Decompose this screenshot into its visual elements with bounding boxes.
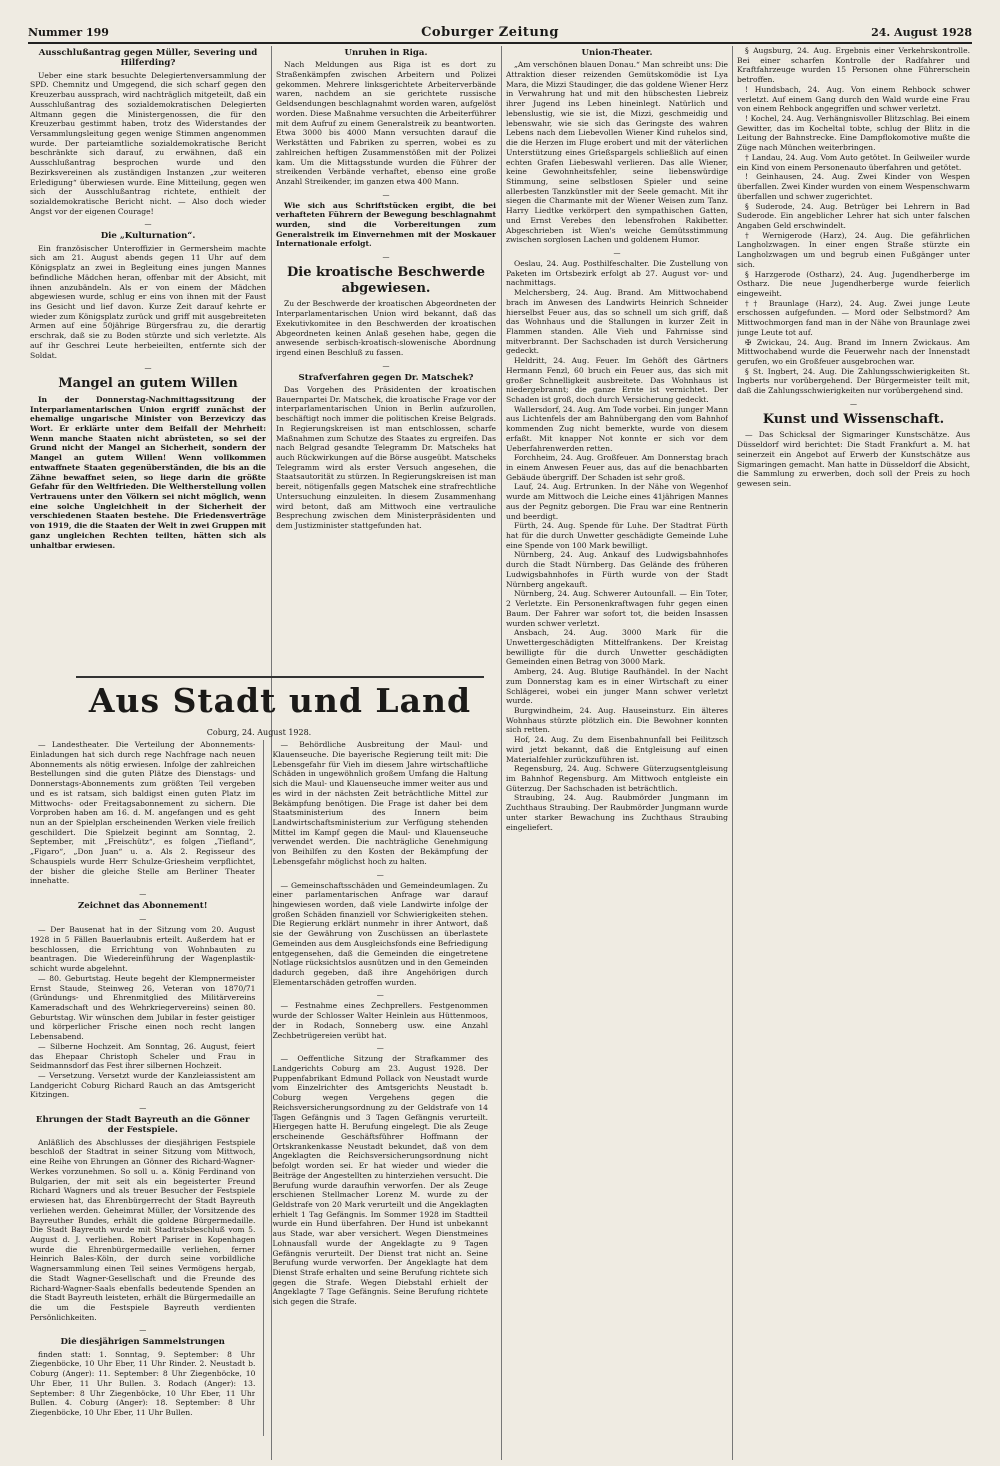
article-headline: Union-Theater. <box>581 48 653 58</box>
article <box>276 373 496 531</box>
article-paragraph: Fürth, 24. Aug. Spende für Luhe. Der Stadtrat Fürth hat für die durch Unwetter geschädigte Gemeinde Luhe eine Spende von 100 Mark bewilligt. <box>506 521 728 550</box>
article-paragraph: § Suderode, 24. Aug. Betrüger bei Lehrern in Bad Suderode. Ein angeblicher Lehrer hat sich unter falschen Angaben Geld erschwindelt. <box>737 201 970 230</box>
article-paragraph: Forchheim, 24. Aug. Großfeuer. Am Donnerstag brach in einem Anwesen Feuer aus, das auf die benachbarten Gebäude übergriff. Der Schaden ist sehr groß. <box>506 453 728 482</box>
article-paragraph: Ein französischer Unteroffizier in Germersheim machte sich am 21. August abends gegen 11 Uhr auf dem Königsplatz an zwei in Begleitung eines jungen Mannes befindliche Mädchen heran, offenbar mit der Absicht, mit ihnen anzubändeln. Als er von einem der Mädchen abgewiesen wurde, schlug er eins von ihnen mit der Faust ins Gesicht und lief davon. Kurze Zeit darauf kehrte er wieder zum Königsplatz zurück und griff mit ausgebreiteten Armen auf eine 50jährige Bürgersfrau zu, die derartig erschrak, daß sie zu Boden stürzte und sich verletzte. Als auf ihr Geschrei Leute herbeieilten, entfernte sich der Soldat. <box>30 243 266 360</box>
article-headline: Mangel an gutem Willen <box>58 376 238 392</box>
article-separator: — <box>376 870 384 879</box>
article <box>506 48 728 245</box>
article-paragraph: Ansbach, 24. Aug. 3000 Mark für die Unwettergeschädigten Mittelfrankens. Der Kreistag bewilligte für die durch Unwetter geschädigten Gemeinden einen Betrag von 3000 Mark. <box>506 628 728 667</box>
article-separator: — <box>382 190 390 199</box>
article <box>506 259 728 832</box>
article-paragraph: Burgwindheim, 24. Aug. Hauseinsturz. Ein älteres Wohnhaus stürzte plötzlich ein. Die Bewohner konnten sich retten. <box>506 705 728 735</box>
article <box>30 1337 255 1417</box>
article <box>30 925 255 1100</box>
article-paragraph: Nach Meldungen aus Riga ist es dort zu Straßenkämpfen zwischen Arbeitern und Polizei gekommen. Mehrere linksgerichtete Arbeiterverbände waren, nachdem an sie gerichtete russische Geldsendungen beschlagnahmt worden waren, aufgelöst worden. Diese Maßnahme versuchten die Arbeiterführer mit dem Aufruf zu einem Generalstreik zu beantworten. Etwa 3000 bis 4000 Mann versuchten darauf die Werkstätten und Fabriken zu sperren, wobei es zu zahlreichen heftigen Zusammenstößen mit der Polizei kam. Um die Mittagsstunde wurden die Führer der streikenden Verbände verhaftet, ebenso eine große Anzahl Streikender, im ganzen etwa 400 Mann. <box>276 60 496 186</box>
article-paragraph: finden statt: 1. Sonntag, 9. September: 8 Uhr Ziegenböcke, 10 Uhr Eber, 11 Uhr Rinder. 2. Neustadt b. Coburg (Anger): 11. September: 8 Uhr Ziegenböcke, 10 Uhr Eber, 11 Uhr Bullen. 3. Rodach (Anger): 13. September: 8 Uhr Ziegenböcke, 10 Uhr Eber, 11 Uhr Bullen. 4. Coburg (Anger): 18. September: 8 Uhr Ziegenböcke, 10 Uhr Eber, 11 Uhr Bullen. <box>30 1349 256 1417</box>
article <box>276 265 496 358</box>
article-paragraph: Hof, 24. Aug. Zu dem Eisenbahnunfall bei Feilitzsch wird jetzt bekannt, daß die Entgleisung auf einen Materialfehler zurückzuführen ist. <box>506 735 728 764</box>
article-separator: — <box>376 1044 384 1053</box>
article-headline: Ausschlußantrag gegen Müller, Severing und Hilferding? <box>38 48 258 69</box>
article-paragraph: Regensburg, 24. Aug. Schwere Güterzugsentgleisung im Bahnhof Regensburg. Am Mittwoch entgleiste ein Güterzug. Der Sachschaden ist beträchtlich. <box>506 764 728 793</box>
article-separator: — <box>850 399 857 408</box>
section-title-aus-stadt-und-land: Aus Stadt und Land <box>76 676 484 722</box>
article-paragraph: Amberg, 24. Aug. Blutige Raufhändel. In der Nacht zum Donnerstag kam es in einer Wirtschaft zu einer Schlägerei, wobei ein junger Mann schwer verletzt wurde. <box>506 667 728 706</box>
article <box>30 231 266 360</box>
article-paragraph: Zu der Beschwerde der kroatischen Abgeordneten der Interparlamentarischen Union wird bekannt, daß das Exekutivkomitee in den Beschwerden der kroatischen Abgeordneten keinen Anlaß gesehen habe, gegen die anwesende serbisch-kroatisch-slowenische Abordnung irgend einen Beschluß zu fassen. <box>276 299 496 357</box>
article-paragraph: Heldritt, 24. Aug. Feuer. Im Gehöft des Gärtners Hermann Fenzl, 60 bruch ein Feuer aus, das sich mit großer Schnelligkeit ausbreitete. Das Wohnhaus ist niedergebrannt; die ganze Ernte ist vernichtet. Der Schaden ist groß, doch durch Versicherung gedeckt. <box>506 356 728 404</box>
article <box>737 412 970 489</box>
local-column-a <box>30 740 255 1436</box>
column-2 <box>276 46 496 666</box>
article-paragraph: Wallersdorf, 24. Aug. Am Tode vorbei. Ein junger Mann aus Lichtenfels der am Bahnübergang den vom Bahnhof kommenden Zug nicht bemerkte, wurde von diesem erfaßt. Mit knapper Not konnte er sich vor dem Ueberfahrenwerden retten. <box>506 404 728 453</box>
column-rule <box>501 46 502 1460</box>
article-separator: — <box>139 1104 147 1113</box>
article-paragraph: ✠ Zwickau, 24. Aug. Brand im Innern Zwickaus. Am Mittwochabend wurde die Feuerwehr nach der Innenstadt gerufen, wo ein Großfeuer ausgebrochen war. <box>737 337 970 366</box>
article <box>272 881 488 988</box>
article <box>30 48 266 216</box>
article-paragraph: § Harzgerode (Ostharz), 24. Aug. Jugendherberge im Ostharz. Die neue Jugendherberge wurde feierlich eingeweiht. <box>737 269 970 298</box>
article-paragraph: — Versetzung. Versetzt wurde der Kanzleiassistent am Landgericht Coburg Richard Rauch an das Amtsgericht Kitzingen. <box>30 1071 256 1100</box>
article-paragraph: Nürnberg, 24. Aug. Ankauf des Ludwigsbahnhofes durch die Stadt Nürnberg. Das Gelände des früheren Ludwigsbahnhofes in Fürth wurde von der Stadt Nürnberg angekauft. <box>506 550 728 589</box>
column-rule <box>732 46 733 1460</box>
article-paragraph: Das Vorgehen des Präsidenten der kroatischen Bauernpartei Dr. Matschek, die kroatische Frage vor der interparlamentarischen Union in Berlin aufzurollen, beschäftigt noch immer die politischen Kreise Belgrads. In Regierungskreisen ist man entschlossen, scharfe Maßnahmen zum Schutze des Staates zu ergreifen. Das nach Belgrad gesandte Telegramm Dr. Matscheks hat auch Rückwirkungen auf die Börse ausgeübt. Matscheks Telegramm wird als erster Versuch angesehen, die Staatsautorität zu stürzen. In Regierungskreisen ist man bereit, nötigenfalls gegen Matschek eine strafrechtliche Untersuchung einzuleiten. In diesem Zusammenhang wird betont, daß am Mittwoch eine vertrauliche Besprechung zwischen dem Ministerpräsidenten und dem Justizminister stattgefunden hat. <box>276 384 496 530</box>
article-paragraph: †† Braunlage (Harz), 24. Aug. Zwei junge Leute erschossen aufgefunden. — Mord oder Selbstmord? Am Mittwochmorgen fand man in der Nähe von Braunlage zwei junge Leute tot auf. <box>737 298 970 337</box>
article-paragraph: § St. Ingbert, 24. Aug. Die Zahlungsschwierigkeiten St. Ingberts nur vorübergehend. Der Bürgermeister teilt mit, daß die Zahlungsschwierigkeiten nur vorübergehend sind. <box>737 366 970 396</box>
article-headline: Die „Kulturnation“. <box>100 231 196 242</box>
article-headline: Kunst und Wissenschaft. <box>762 411 945 427</box>
article-paragraph: Wie sich aus Schriftstücken ergibt, die bei verhafteten Führern der Bewegung beschlagnahmt wurden, sind die Vorbereitungen zum Generalstreik im Einvernehmen mit der Moskauer Internationale erfolgt. <box>276 200 496 249</box>
article-headline: Die kroatische Beschwerde abgewiesen. <box>286 265 485 296</box>
newspaper-name: Coburger Zeitung <box>421 24 559 40</box>
article-paragraph: ! Geinhausen, 24. Aug. Zwei Kinder von Wespen überfallen. Zwei Kinder wurden von einem Wespenschwarm überfallen und schwer zugerichtet. <box>737 172 970 201</box>
column-4 <box>506 46 728 1460</box>
article <box>272 1054 488 1307</box>
article <box>30 1115 255 1322</box>
article-paragraph: — Der Bausenat hat in der Sitzung vom 20. August 1928 in 5 Fällen Bauerlaubnis erteilt. Außerdem hat er beschlossen, die Errichtung von Wohnbauten zu beantragen. Die Wiedereinführung der Wagenplastik- schicht wurde abgelehnt. <box>30 925 256 974</box>
article-headline: Unruhen in Riga. <box>344 48 428 58</box>
article-paragraph: „Am verschönen blauen Donau.“ Man schreibt uns: Die Attraktion dieser reizenden Gemütskomödie ist Lya Mara, die Mizzi Staudinger, die das goldene Wiener Herz in Verwahrung hat und mit den hübschesten Liebreiz ihrer Jugend ins Leben hineinlegt. Natürlich und lebenslustig, wie sie ist, die Mizzi, geschmeidig und lebenswahr, wie sie sich das Geringste des wahren Lebens nach dem Liebevollen Wiener Kind ruhelos sind, die die Herzen im Fluge erobert und mit der väterlichen Unterstützung eines Grießspargels schließlich auf einen echten Grafen Liebeswahl verlieren. Das alle Wiener, keine Gewohnheitsfehler, seine liebenswürdige Stimmung, seine selbstlosen Spieler und seine allerbesten Tanzkünstler mit der Seele gemacht. Mit ihr siegen die Charmante mit der Wiener Weisen zum Tanz. Harry Liedtke verkörpert den sympathischen Gatten, und Ernst Verebes den lebensfrohen Rakibetter. Abgeschrieben ist Wien's weiche Gemütsstimmung zwischen sorglosen Lachen und goldenem Humor. <box>506 60 728 245</box>
article-paragraph: Melchersberg, 24. Aug. Brand. Am Mittwochabend brach im Anwesen des Landwirts Heinrich Schneider hierselbst Feuer aus, das so schnell um sich griff, daß das Wohnhaus und die Stallungen in kurzer Zeit in Flammen standen. Alle Vieh und Fahrnisse sind mitverbrannt. Der Sachschaden ist durch Versicherung gedeckt. <box>506 288 728 356</box>
issue-number: Nummer 199 <box>28 25 109 39</box>
article-paragraph: — Silberne Hochzeit. Am Sonntag, 26. August, feiert das Ehepaar Christoph Scheler und Frau in Seidmannsdorf das Fest ihrer silbernen Hochzeit. <box>30 1041 256 1071</box>
article-paragraph: Oeslau, 24. Aug. Posthilfeschalter. Die Zustellung von Paketen im Ortsbezirk erfolgt ab 27. August vor- und nachmittags. <box>506 258 728 288</box>
article-paragraph: Ueber eine stark besuchte Delegiertenversammlung der SPD. Chemnitz und Umgegend, die sich scharf gegen den Kreuzerbau aussprach, wird nachträglich mitgeteilt, daß ein Ausschlußantrag des sozialdemokratischen Delegierten Altmann gegen die Ministergenossen, die für den Kreuzerbau gestimmt haben, trotz des Widerstandes der Versammlungsleitung gegen wenige Stimmen angenommen wurde. Der parteiamtliche sozialdemokratische Bericht beschränkte sich darauf, zu erwähnen, daß ein Ausschlußantrag besprochen wurde und den Bezirksvereinen als zuständigen Instanzen „zur weiteren Erledigung“ überwiesen wurde. Eine Mitteilung, gegen wen sich der Ausschlußantrag richtete, enthielt der sozialdemokratische Bericht nicht. — Also doch wieder Angst vor der eigenen Courage! <box>30 70 266 216</box>
article-paragraph: Lauf, 24. Aug. Ertrunken. In der Nähe von Wegenhof wurde am Mittwoch die Leiche eines 41jährigen Mannes aus der Pegnitz geborgen. Die Frau war eine Rentnerin und beerdigt. <box>506 482 728 521</box>
article-headline: Zeichnet das Abonnement! <box>77 900 208 911</box>
article-separator: — <box>613 248 621 257</box>
article-separator: — <box>376 991 384 1000</box>
article-paragraph: † Landau, 24. Aug. Vom Auto getötet. In Geilweiler wurde ein Kind von einem Personenauto überfahren und getötet. <box>737 152 970 172</box>
article-separator: — <box>144 220 152 229</box>
article-separator: — <box>139 1326 147 1335</box>
article-paragraph: Straubing, 24. Aug. Raubmörder Jungmann im Zuchthaus Straubing. Der Raubmörder Jungmann wurde unter starker Bewachung ins Zuchthaus Straubing eingeliefert. <box>506 793 728 832</box>
article <box>276 201 496 250</box>
article-headline: Ehrungen der Stadt Bayreuth an die Gönner der Festspiele. <box>35 1115 250 1136</box>
article <box>30 740 255 886</box>
article <box>30 901 255 911</box>
article-paragraph: — Das Schicksal der Sigmaringer Kunstschätze. Aus Düsseldorf wird berichtet: Die Stadt Frankfurt a. M. hat seinerzeit ein Angebot auf Erwerb der Kunstschätze aus Sigmaringen gemacht. Man hatte in Düsseldorf die Absicht, die Sammlung zu erwerben, doch soll der Preis zu hoch gewesen sein. <box>737 430 970 489</box>
article <box>30 376 266 550</box>
article-paragraph: § Augsburg, 24. Aug. Ergebnis einer Verkehrskontrolle. Bei einer scharfen Kontrolle der Radfahrer und Kraftfahrzeuge wurden 15 Personen ohne Führerschein betroffen. <box>737 46 970 85</box>
local-news-section <box>30 728 488 1436</box>
masthead <box>28 24 972 44</box>
article-separator: — <box>144 364 152 373</box>
article-paragraph: In der Donnerstag-Nachmittagssitzung der Interparlamentarischen Union ergriff zunächst der ehemalige ungarische Minister von Berzeviczy das Wort. Er erklärte unter dem Beifall der Mehrheit: Wenn manche Staaten nicht abrüsteten, so sei der Grund nicht der Mangel an Sicherheit, sondern der Mangel an gutem Willen! Wenn vollkommen entwaffnete Staaten gegenüberständen, die bis an die Zähne bewaffnet seien, so liege darin die größte Gefahr für den Weltfrieden. Die Weltherstellung vollen Vertrauens unter den Völkern sei nicht möglich, wenn eine solche Ungleichheit in der Sicherheit der verschiedenen Staaten bestehe. Die Friedensverträge von 1919, die die Staaten der Welt in zwei Gruppen mit ganz ungleichen Rechten teilten, hätten sich als unhaltbar erwiesen. <box>30 394 266 550</box>
article-paragraph: Nürnberg, 24. Aug. Schwerer Autounfall. — Ein Toter, 2 Verletzte. Ein Personenkraftwagen fuhr gegen einen Baum. Der Fahrer war sofort tot, die beiden Insassen wurden schwer verletzt. <box>506 589 728 628</box>
local-column-b <box>272 740 488 1436</box>
article <box>272 1001 488 1040</box>
article-paragraph: — Landestheater. Die Verteilung der Abonnements-Einladungen hat sich durch rege Nachfrage nach neuen Abonnements als nötig erwiesen. Infolge der zahlreichen Bestellungen sind die guten Plätze des Dienstags- und Donnerstags-Abonnements zum größten Teil vergeben und es ist ratsam, sich baldigst einen guten Platz im Mittwochs- oder Freitagsabonnement zu sichern. Die Vorproben haben am 16. d. M. angefangen und es geht nun an der Spielplan erscheinenden Werken viele freilich geschildert. Die Spielzeit beginnt am Sonntag, 2. September, mit „Freischütz“, es folgen „Tiefland“, „Figaro“, „Don Juan“ u. a. Als 2. Regisseur des Schauspiels wurde Herr Schulze-Griesheim verpflichtet, der bisher die gleiche Stelle am Berliner Theater innehatte. <box>30 740 256 886</box>
article-paragraph: Anläßlich des Abschlusses der diesjährigen Festspiele beschloß der Stadtrat in seiner Sitzung vom Mittwoch, eine Reihe von Ehrungen an Gönner des Richard-Wagner-Werkes vorzunehmen. So soll u. a. König Ferdinand von Bulgarien, der mit seit als ein begeisterter Freund Richard Wagners und als treuer Besucher der Festspiele erwiesen hat, das Ehrenbürgerrecht der Stadt Bayreuth verliehen werden. Geheimrat Müller, der Vorsitzende des Bayreuther Bundes, erhält die goldene Bürgermedaille. Die Stadt Bayreuth wurde mit Stadtratsbeschluß vom 5. August d. J. verliehen. Robert Pariser in Kopenhagen wurde die Ehrenbürgermedaille verliehen, ferner Heinrich Bales-Köln, der durch seine vorbildliche Wagnersammlung einen Teil seines Vermögens hergab, die Stadt Wagner-Gesellschaft und die Freunde des Richard-Wagner-Saals ebenfalls bedeutende Spenden an die Stadt Bayreuth leisteten, erhält die Bürgermedaille an die um die Festspiele Bayreuth verdienten Persönlichkeiten. <box>30 1137 256 1322</box>
article-paragraph: ! Kochel, 24. Aug. Verhängnisvoller Blitzschlag. Bei einem Gewitter, das im Kocheltal tobte, schlug der Blitz in die Leitung der Bahnstrecke. Eine Dampflokomotive mußte die Züge nach München weiterbringen. <box>737 114 970 153</box>
article-separator: — <box>382 253 390 262</box>
article-separator: — <box>139 915 147 924</box>
dateline: Coburg, 24. August 1928. <box>206 728 312 737</box>
article-paragraph: — 80. Geburtstag. Heute begeht der Klempnermeister Ernst Staude, Steinweg 26, Veteran von 1870/71 (Gründungs- und Ehrenmitglied des Militärvereins Kameradschaft und des Wehrkriegervereins) seinen 80. Geburtstag. Wir wünschen dem Jubilar in fester geistiger und körperlicher Frische einen noch recht langen Lebensabend. <box>30 973 256 1042</box>
article-paragraph: — Gemeinschaftsschäden und Gemeindeumlagen. Zu einer parlamentarischen Anfrage war darauf hingewiesen worden, daß viele Landwirte infolge der großen Schäden finanziell vor Schwierigkeiten stehen. Die Regierung erklärt nunmehr in ihrer Antwort, daß sie der Gewährung von Zuschüssen an überlastete Gemeinden aus dem Ausgleichsfonds eine Befriedigung entgegensehen, daß die Gemeinden die eingetretene Notlage rücksichtslos ausnützen und in den Gemeinden dadurch gegeben, daß ihre Angehörigen durch Elementarschäden getroffen wurden. <box>272 880 488 987</box>
article-headline: Die diesjährigen Sammelstrungen <box>60 1337 225 1348</box>
article-paragraph: ! Hundsbach, 24. Aug. Von einem Rehbock schwer verletzt. Auf einem Gang durch den Wald wurde eine Frau von einem Rehbock angegriffen und schwer verletzt. <box>737 84 970 114</box>
article-separator: — <box>139 890 147 899</box>
article-headline: Strafverfahren gegen Dr. Matschek? <box>298 372 474 383</box>
issue-date: 24. August 1928 <box>871 25 972 39</box>
article-paragraph: — Festnahme eines Zechprellers. Festgenommen wurde der Schlosser Walter Heinlein aus Hüttenmoos, der in Rodach, Sonneberg usw. eine Anzahl Zechbetrügereien verübt hat. <box>272 1001 488 1040</box>
article-paragraph: † Wernigerode (Harz), 24. Aug. Die gefährlichen Langholzwagen. In einer engen Straße stürzte ein Langholzwagen um und begrub einen Fußgänger unter sich. <box>737 230 970 269</box>
article <box>276 48 496 187</box>
article-paragraph: — Oeffentliche Sitzung der Strafkammer des Landgerichts Coburg am 23. August 1928. Der Puppenfabrikant Edmund Pollack von Neustadt wurde vom Einzelrichter des Amtsgerichts Neustadt b. Coburg wegen Vergehens gegen die Reichsversicherungsordnung zu der Geldstrafe von 14 Tagen Gefängnis und 3 Tagen Gefängnis verurteilt. Hiergegen hatte H. Berufung eingelegt. Die als Zeuge erscheinende Geschäftsführer Hoffmann der Ortskrankenkasse Neustadt bekundet, daß von dem Angeklagten die Reichsversicherungsordnung nicht befolgt worden sei. Er hat wieder und wieder die Beiträge der Angestellten zu hinterziehen versucht. Die Berufung wurde daraufhin verworfen. Der als Zeuge erschienen Stellmacher Lorenz M. wurde zu der Geldstrafe von 20 Mark verurteilt und die Angeklagten erhielt 1 Tag Gefängnis. Im Sommer 1928 im Stadtteil wurde ein Hund überfahren. Der Hund ist unbekannt aus Stade, war aber versichert. Wegen Dienstmeines Lohnausfall wurde der Angeklagte zu 9 Tagen Gefängnis verurteilt. Der Dienst trat nicht an. Seine Berufung wurde verworfen. Der Angeklagte hat dem Dienst Strafe erhalten und seine Berufung richtete sich gegen die Strafe. Wegen Diebstahl erhielt der Angeklagte 7 Tage Gefängnis. Seine Berufung richtete sich gegen die Strafe. <box>272 1054 488 1307</box>
article <box>272 740 488 866</box>
article-paragraph: — Behördliche Ausbreitung der Maul- und Klauenseuche. Die bayerische Regierung teilt mit: Die Lebensgefahr für Vieh im diesem Jahre wirtschaftliche Schäden in ungewöhnlich großem Umfang die Haltung sich die Maul- und Klauenseuche immer weiter aus und es wird in der nächsten Zeit beträchtliche Mittel zur Bekämpfung benötigen. Die Frage ist daher bei dem Staatsministerium des Innern beim Landwirtschaftsministerium zur Verfügung stehenden Mittel im Kampf gegen die Maul- und Klauenseuche verwendet werden. Die nachträgliche Genehmigung von Beihilfen zu den Kosten der Bekämpfung der Lebensgefahr möglichst hoch zu halten. <box>272 740 488 866</box>
column-5 <box>737 46 970 1460</box>
article-separator: — <box>382 361 390 370</box>
article <box>737 46 970 396</box>
